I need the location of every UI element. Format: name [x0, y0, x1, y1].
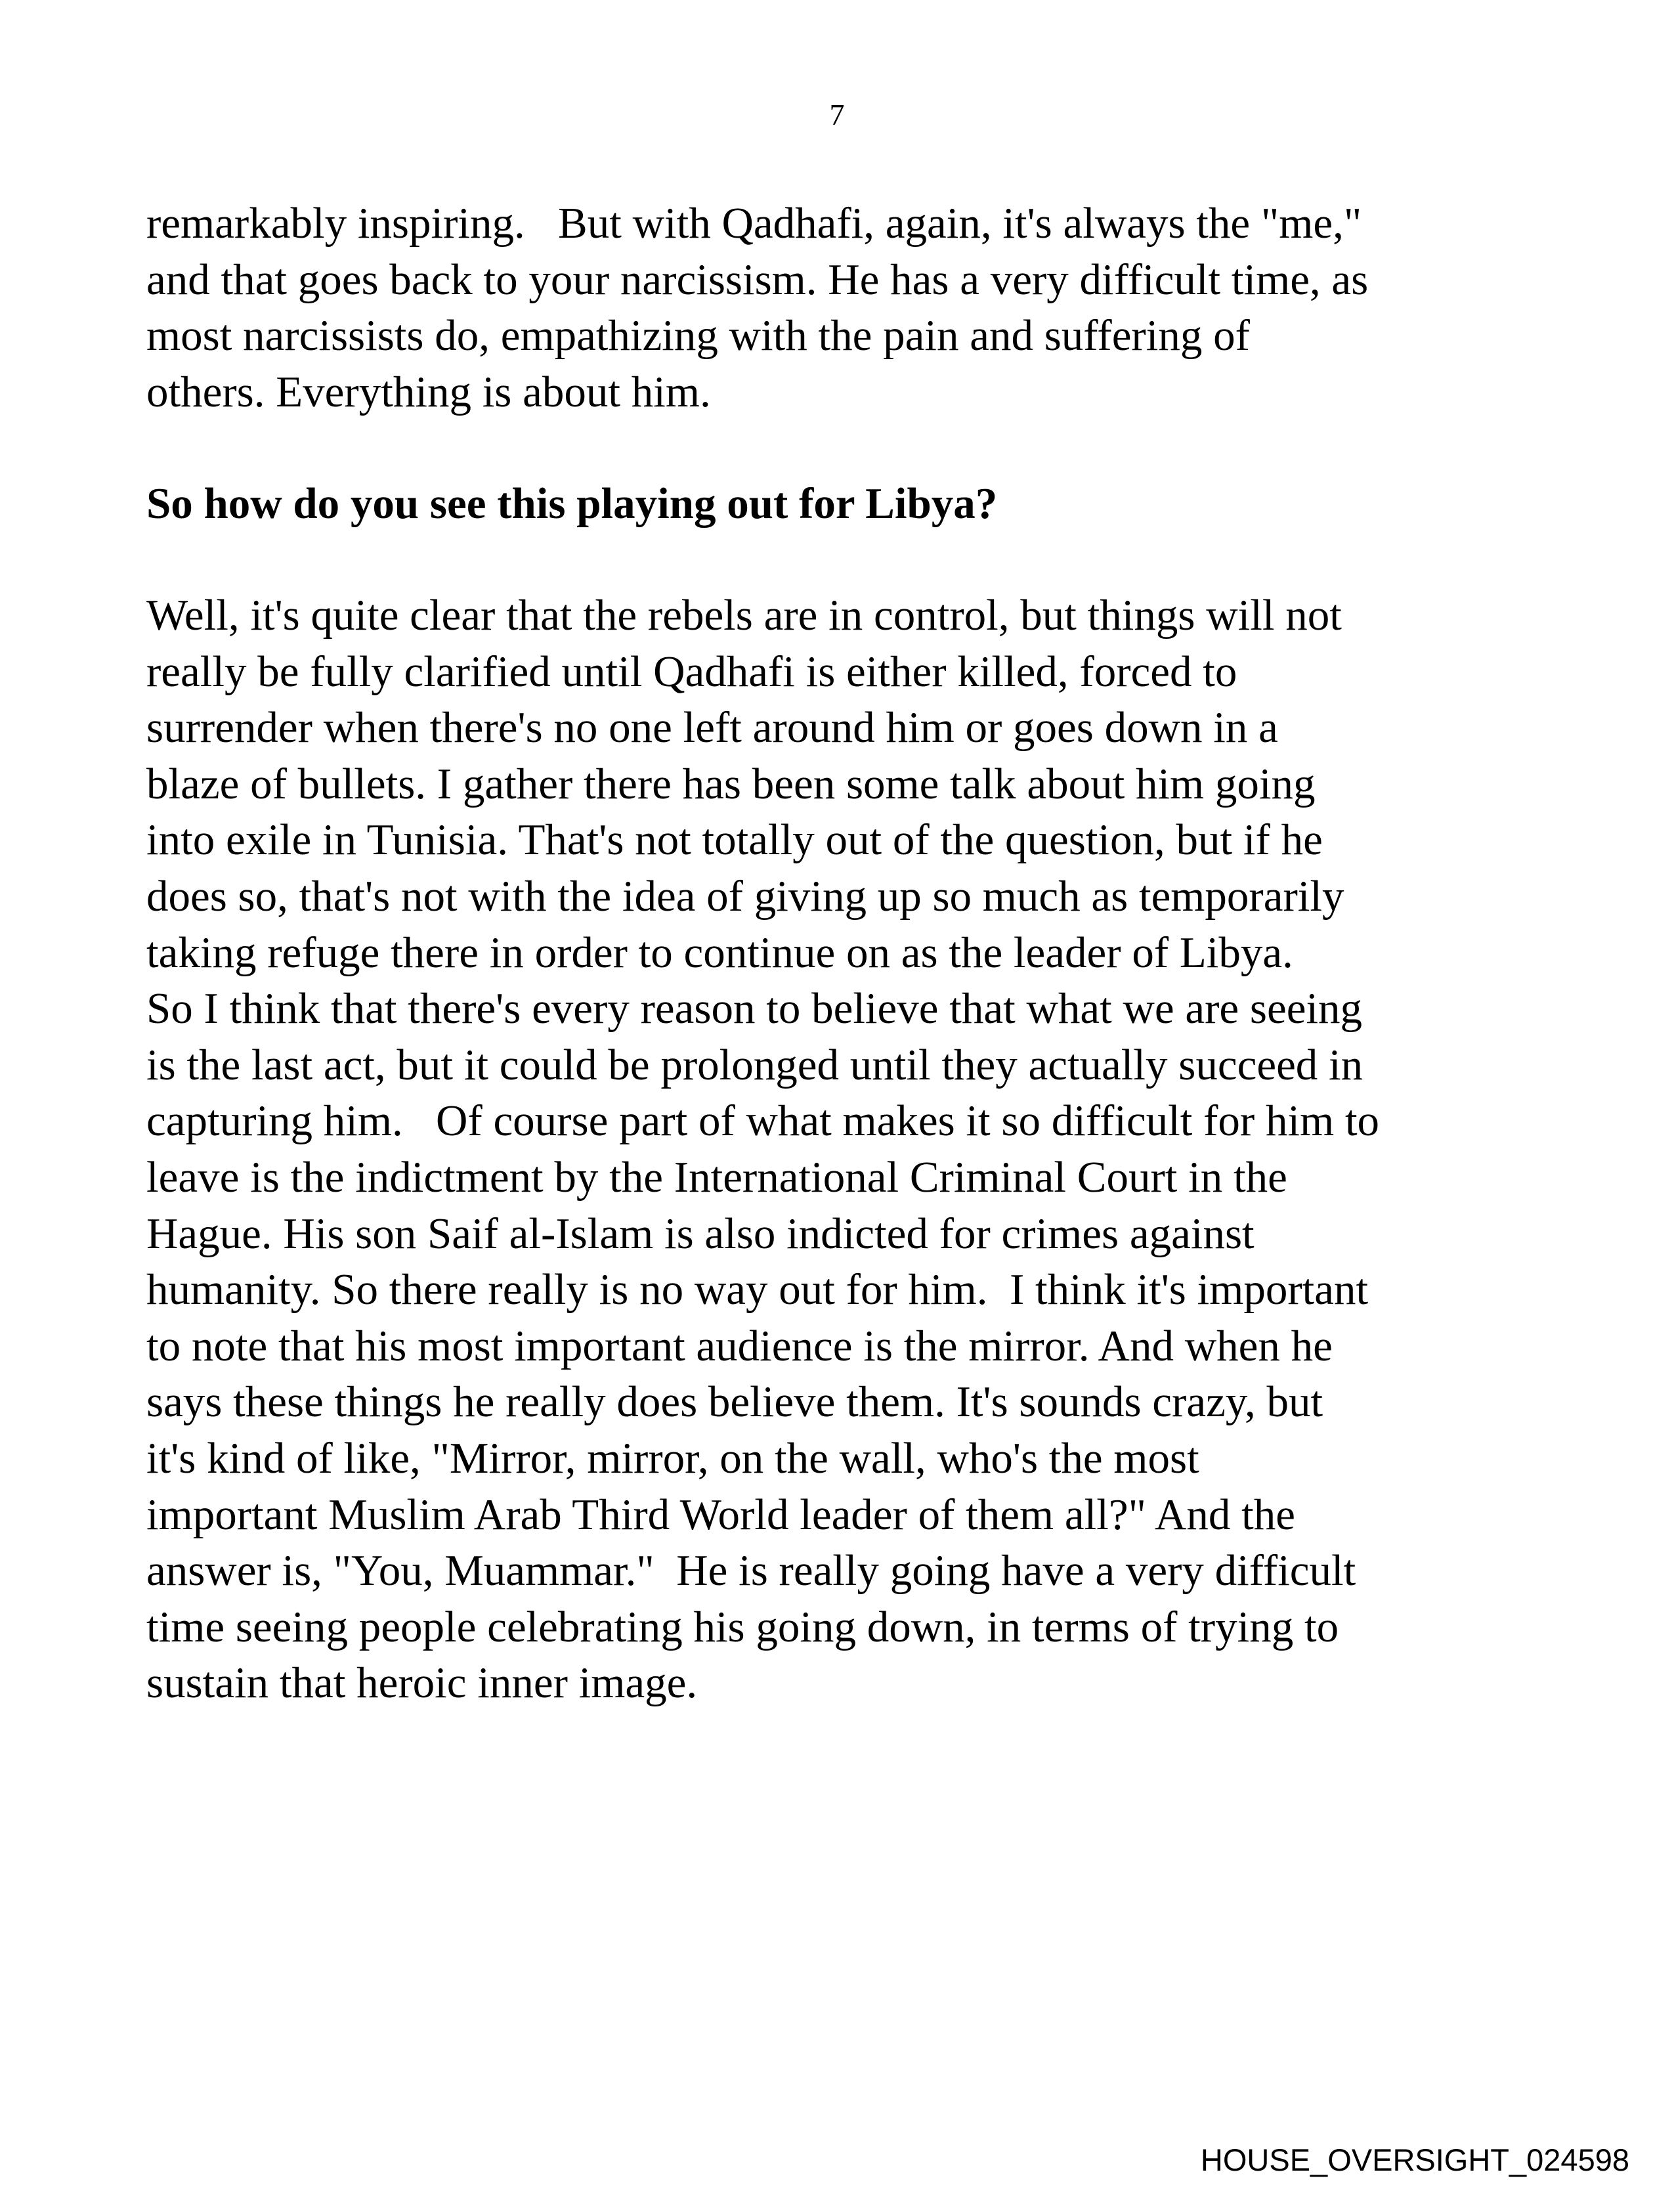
text-line: humanity. So there really is no way out for him. I think it's important — [146, 1265, 1369, 1314]
text-line: surrender when there's no one left around him or goes down in a — [146, 703, 1278, 752]
text-line: leave is the indictment by the International Criminal Court in the — [146, 1152, 1287, 1202]
text-line: remarkably inspiring. But with Qadhafi, again, it's always the "me," — [146, 199, 1362, 248]
text-line: most narcissists do, empathizing with the pain and suffering of — [146, 311, 1250, 360]
text-line: into exile in Tunisia. That's not totally out of the question, but if he — [146, 815, 1323, 865]
text-line: says these things he really does believe them. It's sounds crazy, but — [146, 1377, 1323, 1427]
text-line: to note that his most important audience is the mirror. And when he — [146, 1321, 1333, 1370]
text-line: Well, it's quite clear that the rebels are in control, but things will not — [146, 591, 1342, 640]
text-line: does so, that's not with the idea of giving up so much as temporarily — [146, 871, 1344, 921]
text-line: taking refuge there in order to continue on as the leader of Libya. — [146, 928, 1293, 977]
text-line: capturing him. Of course part of what makes it so difficult for him to — [146, 1096, 1380, 1146]
text-line: others. Everything is about him. — [146, 367, 711, 416]
text-line: time seeing people celebrating his going down, in terms of trying to — [146, 1602, 1339, 1651]
text-line: So I think that there's every reason to believe that what we are seeing — [146, 984, 1363, 1033]
page-number: 7 — [829, 98, 845, 131]
paragraph-1 — [146, 196, 1558, 420]
text-line: is the last act, but it could be prolonged until they actually succeed in — [146, 1040, 1363, 1089]
bates-stamp: HOUSE_OVERSIGHT_024598 — [1200, 2142, 1629, 2177]
text-line: it's kind of like, "Mirror, mirror, on the wall, who's the most — [146, 1433, 1199, 1483]
heading-text: So how do you see this playing out for Libya? — [146, 479, 998, 528]
paragraph-2 — [146, 588, 1558, 1712]
text-line: sustain that heroic inner image. — [146, 1659, 698, 1708]
text-line: really be fully clarified until Qadhafi is either killed, forced to — [146, 647, 1237, 696]
text-line: and that goes back to your narcissism. He has a very difficult time, as — [146, 255, 1369, 304]
text-line: Hague. His son Saif al-Islam is also indicted for crimes against — [146, 1209, 1255, 1258]
question-heading — [146, 476, 1558, 532]
text-line: important Muslim Arab Third World leader of them all?" And the — [146, 1490, 1295, 1539]
text-line: answer is, "You, Muammar." He is really going have a very difficult — [146, 1546, 1356, 1595]
text-line: blaze of bullets. I gather there has been some talk about him going — [146, 759, 1316, 808]
